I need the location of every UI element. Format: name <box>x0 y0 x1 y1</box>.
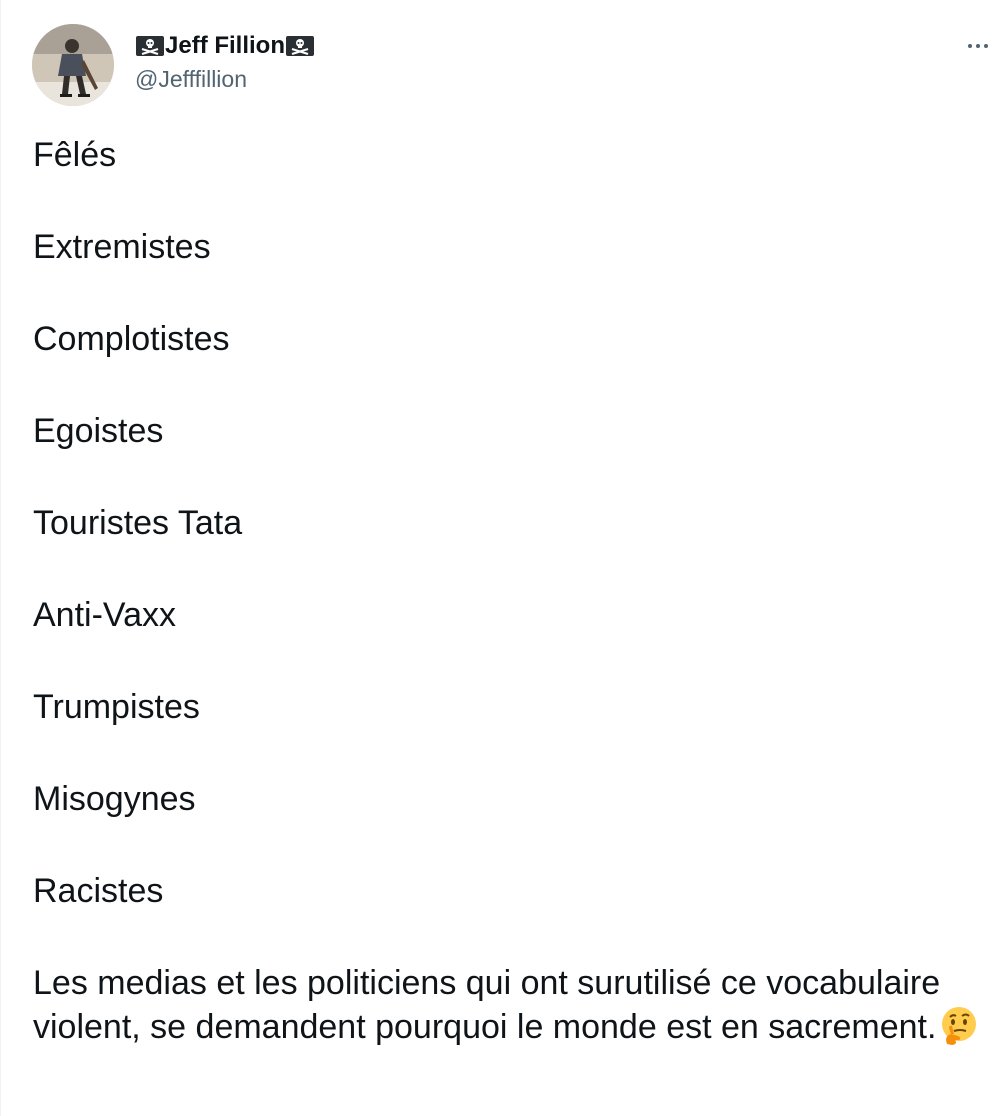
tweet-line: Racistes <box>33 872 164 910</box>
tweet-line: Egoistes <box>33 412 164 450</box>
tweet-line: Extremistes <box>33 228 211 266</box>
author-info <box>135 32 315 94</box>
tweet-line: Misogynes <box>33 780 196 818</box>
author-avatar[interactable] <box>32 24 114 106</box>
author-display-name-text: Jeff Fillion <box>165 32 285 59</box>
author-handle[interactable]: @Jefffillion <box>135 66 248 92</box>
tweet-closing-text: Les medias et les politiciens qui ont surutilisé ce vocabulaire violent, se demandent pourquoi le monde est en sacrement. <box>33 964 941 1046</box>
tweet-text <box>33 134 993 1048</box>
more-options-icon <box>984 44 988 48</box>
hockey-player-avatar-icon <box>32 24 114 106</box>
tweet-closing-paragraph <box>33 962 993 1048</box>
tweet-line: Fêlés <box>33 136 117 174</box>
more-options-button[interactable] <box>961 36 995 56</box>
tweet-line: Touristes Tata <box>33 504 243 542</box>
pirate-flag-icon <box>285 34 315 58</box>
thinking-face-icon <box>938 1004 980 1046</box>
tweet-line: Trumpistes <box>33 688 200 726</box>
more-options-icon <box>968 44 972 48</box>
author-display-name[interactable] <box>135 32 315 60</box>
tweet-line: Anti-Vaxx <box>33 596 176 634</box>
tweet-line: Complotistes <box>33 320 230 358</box>
pirate-flag-icon <box>135 34 165 58</box>
more-options-icon <box>976 44 980 48</box>
